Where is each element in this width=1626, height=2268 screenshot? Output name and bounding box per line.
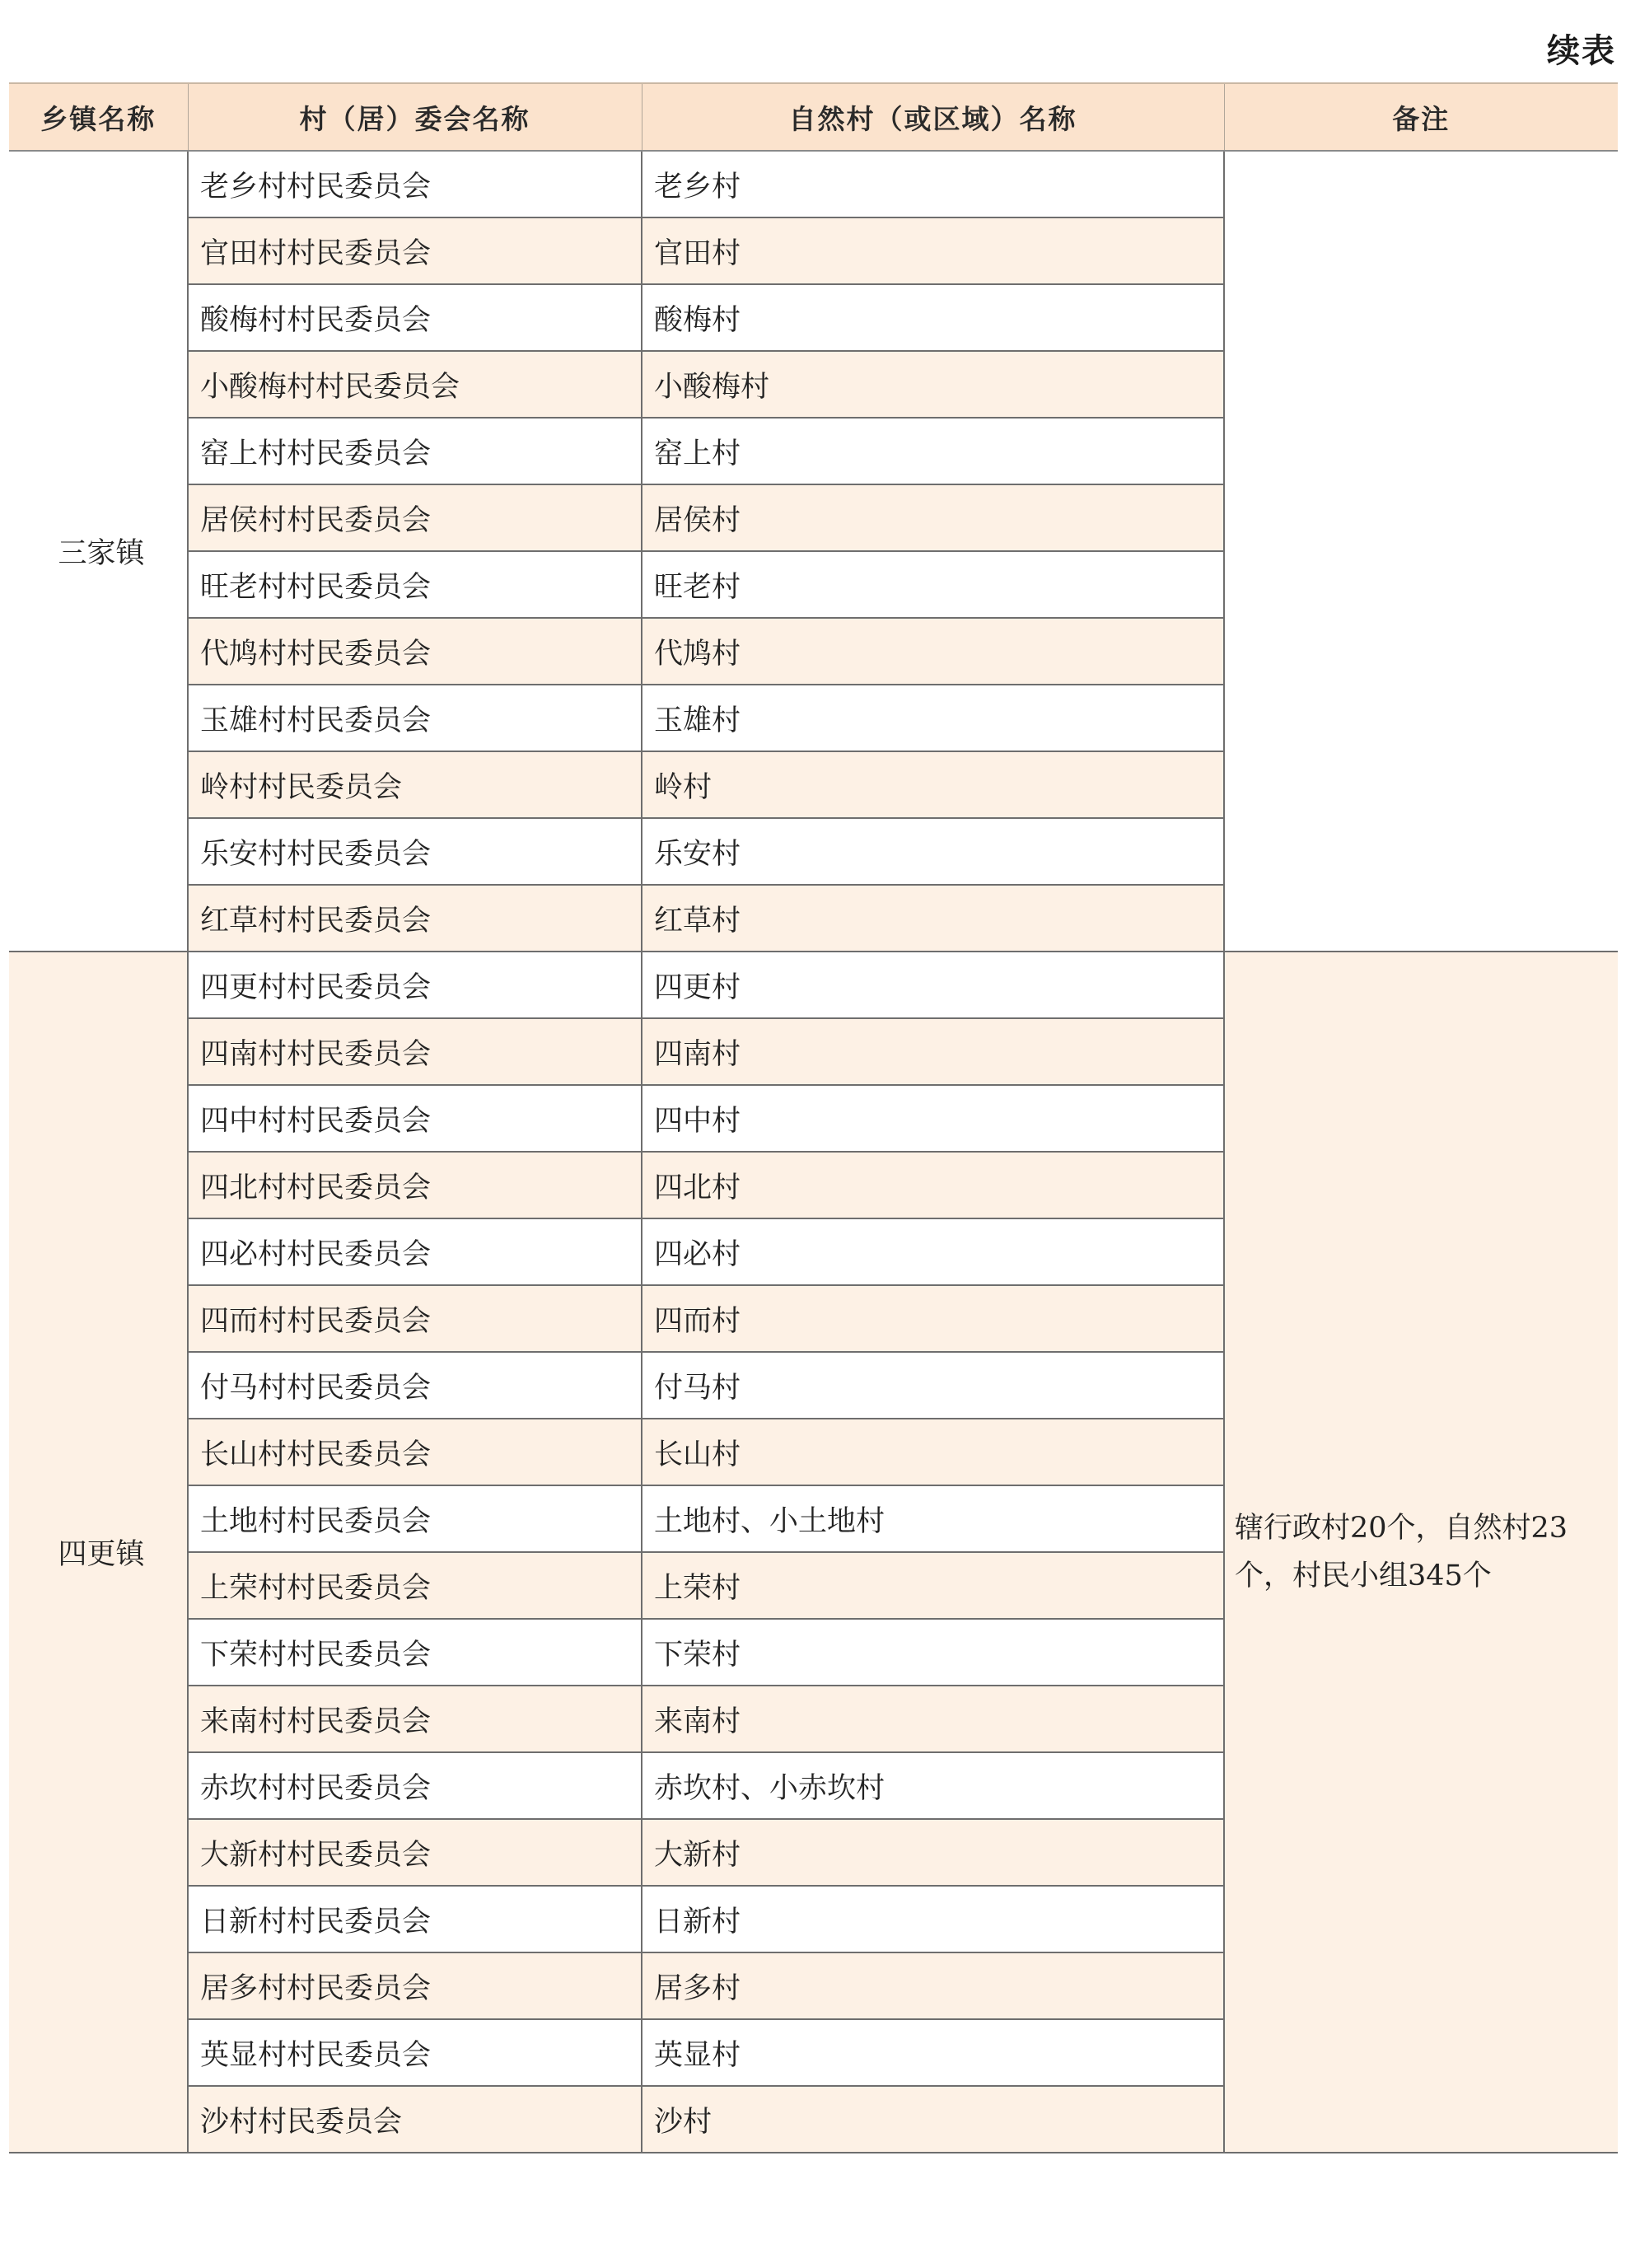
natural-village-cell: 上荣村 [642,1552,1224,1619]
natural-village-cell: 付马村 [642,1352,1224,1419]
committee-name-cell: 上荣村村民委员会 [188,1552,642,1619]
committee-name-cell: 玉雄村村民委员会 [188,685,642,751]
committee-name-cell: 四更村村民委员会 [188,952,642,1018]
header-committee: 村（居）委会名称 [188,83,642,151]
table-row [9,952,1618,1018]
table-body [9,151,1618,2153]
committee-name-cell: 付马村村民委员会 [188,1352,642,1419]
natural-village-cell: 乐安村 [642,818,1224,885]
natural-village-cell: 沙村 [642,2086,1224,2153]
committee-name-cell: 代鸠村村民委员会 [188,618,642,685]
natural-village-cell: 四而村 [642,1285,1224,1352]
header-natural-village: 自然村（或区域）名称 [642,83,1224,151]
natural-village-cell: 四中村 [642,1085,1224,1152]
header-town: 乡镇名称 [9,83,188,151]
town-name-cell: 四更镇 [9,952,188,2153]
natural-village-cell: 红草村 [642,885,1224,952]
natural-village-cell: 官田村 [642,217,1224,284]
committee-name-cell: 四而村村民委员会 [188,1285,642,1352]
committee-name-cell: 四中村村民委员会 [188,1085,642,1152]
committee-name-cell: 下荣村村民委员会 [188,1619,642,1686]
committee-name-cell: 沙村村民委员会 [188,2086,642,2153]
natural-village-cell: 长山村 [642,1419,1224,1485]
committee-name-cell: 土地村村民委员会 [188,1485,642,1552]
committee-name-cell: 居多村村民委员会 [188,1952,642,2019]
natural-village-cell: 赤坎村、小赤坎村 [642,1752,1224,1819]
committee-name-cell: 四必村村民委员会 [188,1218,642,1285]
natural-village-cell: 英显村 [642,2019,1224,2086]
remarks-cell: 辖行政村20个，自然村23个，村民小组345个 [1224,952,1618,2153]
header-remarks: 备注 [1224,83,1618,151]
committee-name-cell: 老乡村村民委员会 [188,151,642,217]
committee-name-cell: 四南村村民委员会 [188,1018,642,1085]
natural-village-cell: 土地村、小土地村 [642,1485,1224,1552]
committee-name-cell: 居侯村村民委员会 [188,484,642,551]
committee-name-cell: 窑上村村民委员会 [188,418,642,484]
table-row [9,151,1618,217]
committee-name-cell: 英显村村民委员会 [188,2019,642,2086]
natural-village-cell: 代鸠村 [642,618,1224,685]
committee-name-cell: 赤坎村村民委员会 [188,1752,642,1819]
natural-village-cell: 老乡村 [642,151,1224,217]
natural-village-cell: 居侯村 [642,484,1224,551]
natural-village-cell: 旺老村 [642,551,1224,618]
natural-village-cell: 四更村 [642,952,1224,1018]
committee-name-cell: 来南村村民委员会 [188,1686,642,1752]
natural-village-cell: 岭村 [642,751,1224,818]
natural-village-cell: 窑上村 [642,418,1224,484]
natural-village-cell: 下荣村 [642,1619,1224,1686]
table-header-row [9,83,1618,151]
natural-village-cell: 玉雄村 [642,685,1224,751]
committee-name-cell: 旺老村村民委员会 [188,551,642,618]
town-name-cell: 三家镇 [9,151,188,952]
natural-village-cell: 酸梅村 [642,284,1224,351]
natural-village-cell: 四必村 [642,1218,1224,1285]
natural-village-cell: 四北村 [642,1152,1224,1218]
committee-name-cell: 四北村村民委员会 [188,1152,642,1218]
committee-name-cell: 酸梅村村民委员会 [188,284,642,351]
committee-name-cell: 长山村村民委员会 [188,1419,642,1485]
committee-name-cell: 乐安村村民委员会 [188,818,642,885]
committee-name-cell: 官田村村民委员会 [188,217,642,284]
committee-name-cell: 红草村村民委员会 [188,885,642,952]
village-roster-table [9,82,1618,2153]
remarks-cell [1224,151,1618,952]
committee-name-cell: 岭村村民委员会 [188,751,642,818]
natural-village-cell: 居多村 [642,1952,1224,2019]
committee-name-cell: 小酸梅村村民委员会 [188,351,642,418]
natural-village-cell: 四南村 [642,1018,1224,1085]
continued-label: 续表 [1547,32,1616,70]
committee-name-cell: 日新村村民委员会 [188,1886,642,1952]
natural-village-cell: 小酸梅村 [642,351,1224,418]
natural-village-cell: 日新村 [642,1886,1224,1952]
natural-village-cell: 来南村 [642,1686,1224,1752]
committee-name-cell: 大新村村民委员会 [188,1819,642,1886]
natural-village-cell: 大新村 [642,1819,1224,1886]
